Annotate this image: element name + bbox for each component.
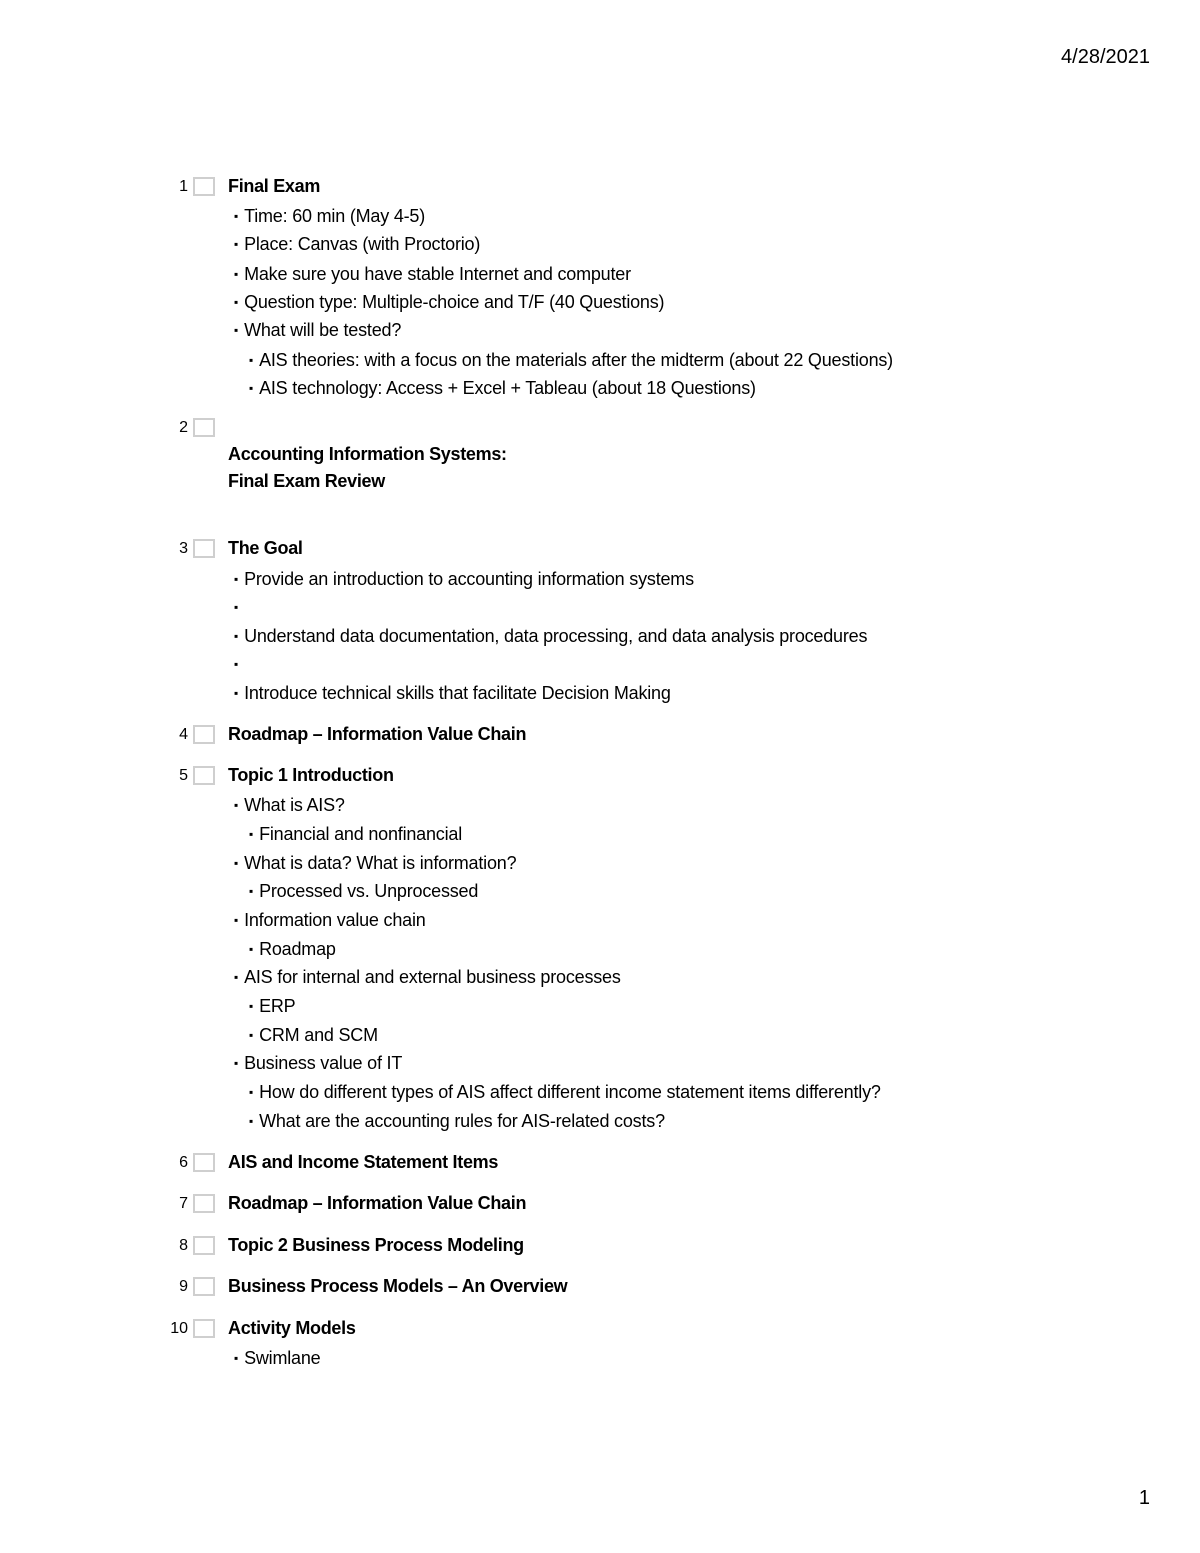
sub-bullet-item: ▪ Financial and nonfinancial	[249, 824, 463, 844]
slide-number: 8	[179, 1237, 188, 1254]
slide-title: AIS and Income Statement Items	[228, 1152, 499, 1172]
slide-number: 10	[170, 1320, 188, 1337]
bullet-icon: ▪	[249, 1028, 254, 1042]
bullet-item: ▪ Provide an introduction to accounting information systems	[234, 569, 694, 589]
bullet-item: ▪ What is AIS?	[234, 795, 345, 815]
slide-number: 1	[179, 178, 188, 195]
bullet-icon: ▪	[234, 209, 239, 223]
sub-bullet-item: ▪ CRM and SCM	[249, 1025, 378, 1045]
bullet-icon: ▪	[249, 353, 254, 367]
bullet-icon: ▪	[249, 942, 254, 956]
bullet-icon: ▪	[234, 913, 239, 927]
slide-number: 7	[179, 1195, 188, 1212]
bullet-icon: ▪	[249, 1085, 254, 1099]
bullet-icon: ▪	[234, 856, 239, 870]
bullet-icon: ▪	[234, 572, 239, 586]
bullet-item: ▪ Introduce technical skills that facilitate Decision Making	[234, 683, 671, 703]
slide-number: 4	[179, 726, 188, 743]
sub-bullet-item: ▪ ERP	[249, 996, 296, 1016]
sub-bullet-item: ▪ AIS technology: Access + Excel + Tableau (about 18 Questions)	[249, 378, 756, 398]
slide-thumbnail-icon[interactable]	[193, 1194, 215, 1213]
bullet-icon: ▪	[234, 237, 239, 251]
bullet-item: ▪ Time: 60 min (May 4-5)	[234, 206, 426, 226]
bullet-icon: ▪	[234, 686, 239, 700]
slide-thumbnail-icon[interactable]	[193, 1277, 215, 1296]
slide-thumbnail-icon[interactable]	[193, 418, 215, 437]
slide-title: Business Process Models – An Overview	[228, 1276, 568, 1296]
bullet-icon: ▪	[234, 1056, 239, 1070]
bullet-item: ▪ Question type: Multiple-choice and T/F (40 Questions)	[234, 292, 665, 312]
slide-thumbnail-icon[interactable]	[193, 1153, 215, 1172]
bullet-icon: ▪	[249, 381, 254, 395]
page-number: 1	[1138, 1487, 1150, 1509]
slide-number: 3	[179, 540, 188, 557]
slide-thumbnail-icon[interactable]	[193, 177, 215, 196]
bullet-icon: ▪	[249, 999, 254, 1013]
sub-bullet-item: ▪ AIS theories: with a focus on the materials after the midterm (about 22 Questions)	[249, 350, 893, 370]
slide-thumbnail-icon[interactable]	[193, 539, 215, 558]
bullet-item: ▪ Information value chain	[234, 910, 426, 930]
bullet-item: ▪ Make sure you have stable Internet and computer	[234, 264, 631, 284]
bullet-item	[234, 654, 244, 675]
bullet-icon: ▪	[234, 323, 239, 337]
sub-bullet-item: ▪ What are the accounting rules for AIS-related costs?	[249, 1111, 665, 1131]
slide-title: The Goal	[228, 538, 303, 558]
bullet-item: ▪ What will be tested?	[234, 320, 402, 340]
slide-title: Roadmap – Information Value Chain	[228, 724, 527, 744]
bullet-item: ▪ Swimlane	[234, 1348, 321, 1368]
bullet-icon: ▪	[234, 1351, 239, 1365]
slide-number: 5	[179, 767, 188, 784]
slide-number: 6	[179, 1154, 188, 1171]
bullet-icon: ▪	[249, 1114, 254, 1128]
slide-thumbnail-icon[interactable]	[193, 766, 215, 785]
bullet-icon: ▪	[234, 267, 239, 281]
bullet-item: ▪ Understand data documentation, data processing, and data analysis procedures	[234, 626, 868, 646]
bullet-icon: ▪	[234, 600, 239, 614]
bullet-icon: ▪	[249, 827, 254, 841]
print-date: 4/28/2021	[1061, 46, 1150, 68]
slide-title: Topic 1 Introduction	[228, 765, 394, 785]
sub-bullet-item: ▪ Processed vs. Unprocessed	[249, 881, 479, 901]
slide-title: Final Exam	[228, 176, 321, 196]
bullet-item	[234, 597, 244, 618]
slide-title: Topic 2 Business Process Modeling	[228, 1235, 524, 1255]
bullet-item: ▪ Business value of IT	[234, 1053, 403, 1073]
sub-bullet-item: ▪ Roadmap	[249, 939, 336, 959]
slide-thumbnail-icon[interactable]	[193, 1236, 215, 1255]
slide-title: Roadmap – Information Value Chain	[228, 1193, 527, 1213]
bullet-icon: ▪	[234, 798, 239, 812]
bullet-icon: ▪	[234, 657, 239, 671]
slide-title-line: Final Exam Review	[228, 471, 385, 491]
sub-bullet-item: ▪ How do different types of AIS affect different income statement items differently?	[249, 1082, 881, 1102]
bullet-item: ▪ AIS for internal and external business processes	[234, 967, 621, 987]
slide-number: 2	[179, 419, 188, 436]
slide-number: 9	[179, 1278, 188, 1295]
bullet-icon: ▪	[234, 970, 239, 984]
slide-thumbnail-icon[interactable]	[193, 1319, 215, 1338]
bullet-icon: ▪	[234, 295, 239, 309]
bullet-icon: ▪	[234, 629, 239, 643]
bullet-item: ▪ Place: Canvas (with Proctorio)	[234, 234, 481, 254]
slide-thumbnail-icon[interactable]	[193, 725, 215, 744]
slide-title: Activity Models	[228, 1318, 356, 1338]
bullet-item: ▪ What is data? What is information?	[234, 853, 517, 873]
slide-title-line: Accounting Information Systems:	[228, 444, 507, 464]
bullet-icon: ▪	[249, 884, 254, 898]
